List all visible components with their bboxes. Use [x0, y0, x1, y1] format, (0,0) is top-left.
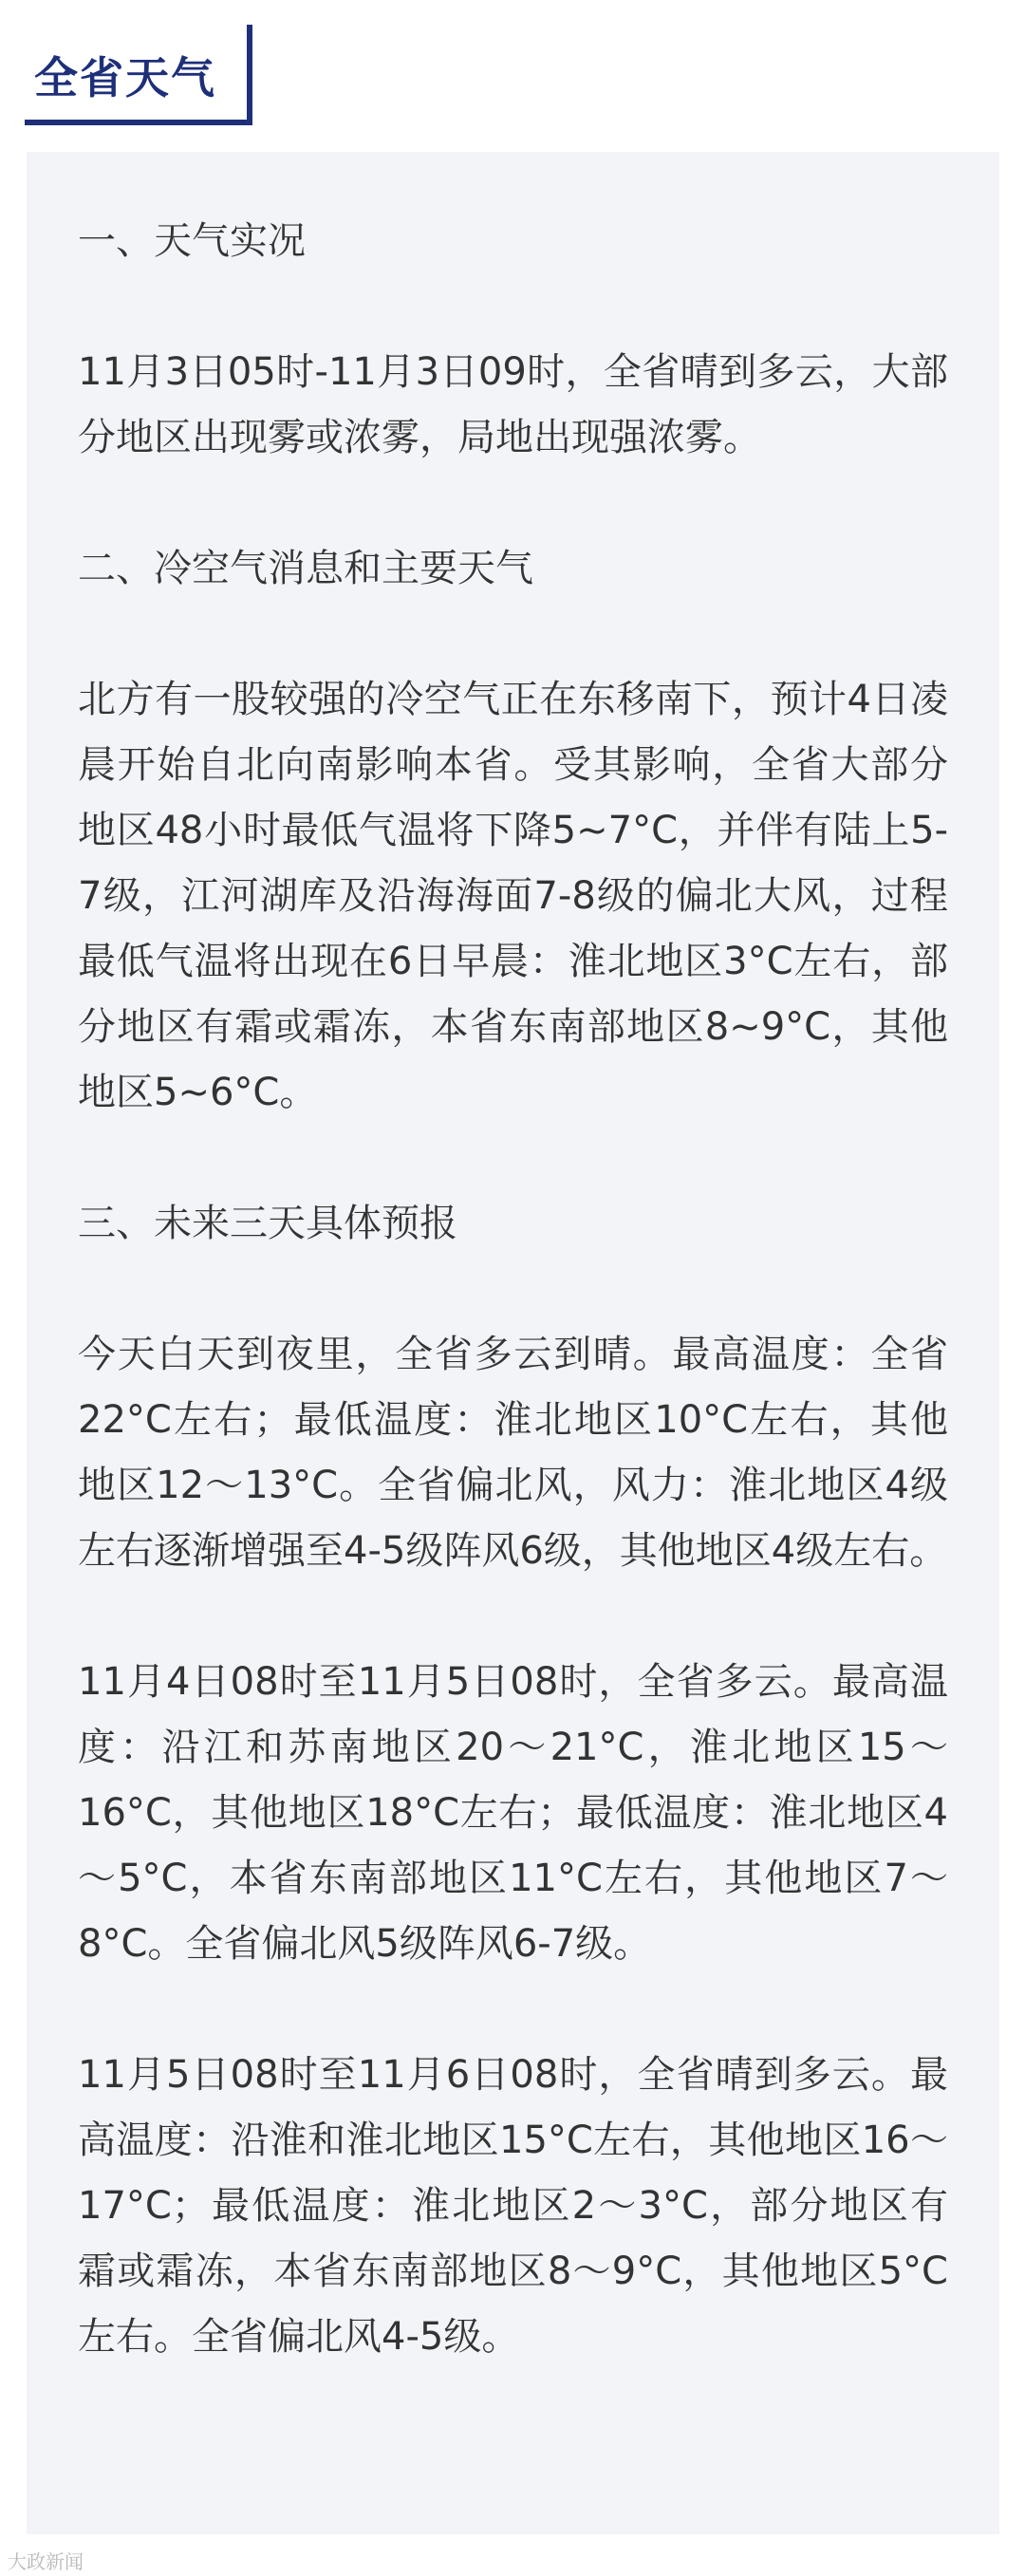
forecast-nov5-paragraph: 11月5日08时至11月6日08时，全省晴到多云。最高温度：沿淮和淮北地区15°C左右，其他地区16～17°C；最低温度：淮北地区2～3°C，部分地区有霜或霜冻，本省东南部地区8～9°C，其他地区5°C左右。全省偏北风4-5级。	[78, 2053, 948, 2359]
forecast-content	[27, 152, 999, 2534]
cold-air-paragraph: 北方有一股较强的冷空气正在东移南下，预计4日凌晨开始自北向南影响本省。受其影响，全省大部分地区48小时最低气温将下降5~7°C，并伴有陆上5-7级，江河湖库及沿海海面7-8级的偏北大风，过程最低气温将出现在6日早晨：淮北地区3°C左右，部分地区有霜或霜冻，本省东南部地区8~9°C，其他地区5~6°C。	[78, 678, 948, 1114]
forecast-today-paragraph: 今天白天到夜里，全省多云到晴。最高温度：全省22°C左右；最低温度：淮北地区10°C左右，其他地区12～13°C。全省偏北风，风力：淮北地区4级左右逐渐增强至4-5级阵风6级，其他地区4级左右。	[78, 1333, 948, 1573]
page-title: 全省天气	[34, 52, 216, 103]
section-heading-three-day-forecast: 三、未来三天具体预报	[78, 1202, 457, 1245]
current-weather-paragraph: 11月3日05时-11月3日09时，全省晴到多云，大部分地区出现雾或浓雾，局地出现强浓雾。	[78, 350, 948, 459]
section-heading-current-weather: 一、天气实况	[78, 219, 306, 263]
section-heading-cold-air: 二、冷空气消息和主要天气	[78, 547, 533, 590]
forecast-nov4-paragraph: 11月4日08时至11月5日08时，全省多云。最高温度：沿江和苏南地区20～21°C，淮北地区15～16°C，其他地区18°C左右；最低温度：淮北地区4～5°C，本省东南部地区11°C左右，其他地区7～8°C。全省偏北风5级阵风6-7级。	[78, 1660, 948, 1966]
section-title-badge	[25, 25, 252, 125]
watermark: 大政新闻	[8, 2550, 84, 2573]
